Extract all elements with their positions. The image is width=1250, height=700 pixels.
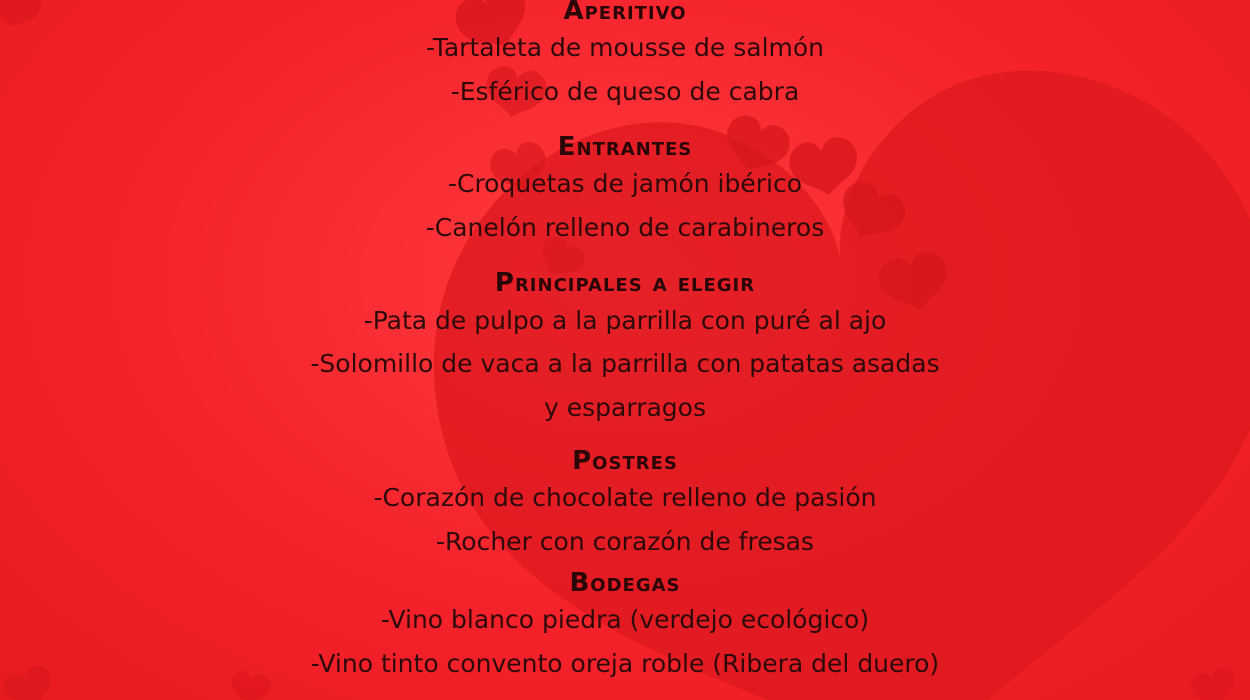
menu-item: -Pata de pulpo a la parrilla con puré al ajo bbox=[363, 306, 887, 335]
section-heading-aperitivo: Aperitivo bbox=[563, 0, 687, 26]
section-heading-entrantes: Entrantes bbox=[557, 132, 693, 162]
menu-item: -Rocher con corazón de fresas bbox=[436, 527, 814, 556]
menu-item: -Croquetas de jamón ibérico bbox=[447, 169, 803, 198]
menu-item: -Vino blanco piedra (verdejo ecológico) bbox=[380, 605, 870, 634]
menu-item: -Tartaleta de mousse de salmón bbox=[425, 33, 825, 62]
section-heading-postres: Postres bbox=[572, 446, 678, 476]
menu-item: -Canelón relleno de carabineros bbox=[425, 213, 825, 242]
section-heading-principales: Principales a elegir bbox=[494, 268, 756, 298]
menu-item: -Vino tinto convento oreja roble (Ribera del duero) bbox=[310, 649, 940, 678]
menu-item: y esparragos bbox=[544, 393, 706, 422]
menu-item: -Esférico de queso de cabra bbox=[450, 77, 800, 106]
section-heading-bodegas: Bodegas bbox=[569, 568, 681, 598]
menu-item: -Corazón de chocolate relleno de pasión bbox=[373, 483, 877, 512]
menu-item: -Solomillo de vaca a la parrilla con patatas asadas bbox=[310, 349, 940, 378]
